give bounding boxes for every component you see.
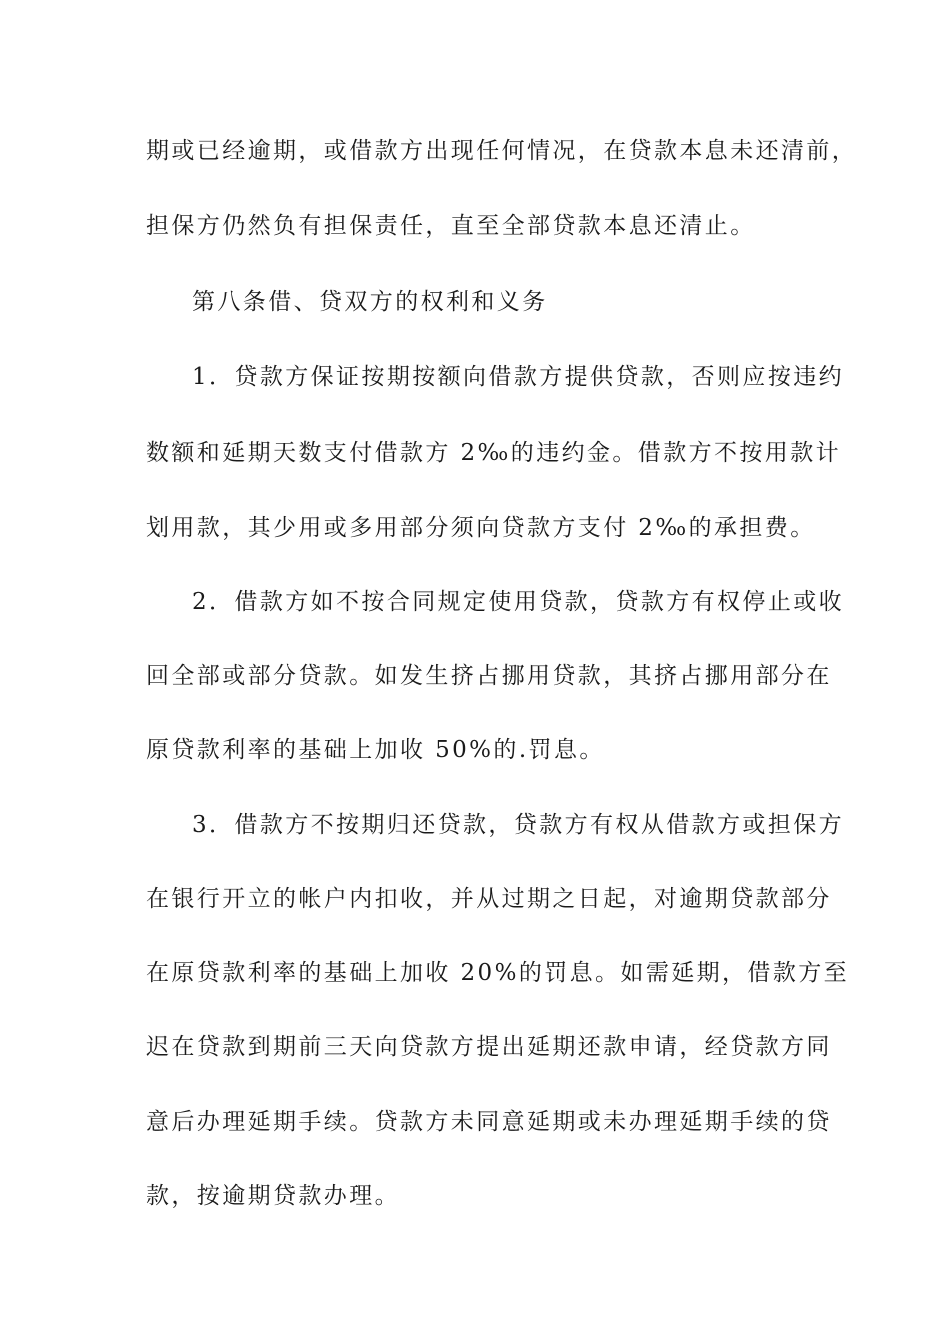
clause-3-line: 在原贷款利率的基础上加收 20%的罚息。如需延期，借款方至	[146, 960, 850, 986]
clause-2-line: 2．借款方如不按合同规定使用贷款，贷款方有权停止或收	[192, 589, 845, 615]
clause-2-line: 回全部或部分贷款。如发生挤占挪用贷款，其挤占挪用部分在	[146, 663, 832, 689]
clause-3-line: 3．借款方不按期归还贷款，贷款方有权从借款方或担保方	[192, 812, 845, 838]
paragraph-line: 担保方仍然负有担保责任，直至全部贷款本息还清止。	[146, 213, 756, 239]
paragraph-line: 期或已经逾期，或借款方出现任何情况，在贷款本息未还清前，	[146, 138, 858, 164]
clause-3-line: 在银行开立的帐户内扣收，并从过期之日起，对逾期贷款部分	[146, 886, 832, 912]
clause-1-line: 数额和延期天数支付借款方 2‰的违约金。借款方不按用款计	[146, 440, 842, 466]
clause-3-line: 迟在贷款到期前三天向贷款方提出延期还款申请，经贷款方同	[146, 1034, 832, 1060]
clause-1-line: 1．贷款方保证按期按额向借款方提供贷款，否则应按违约	[192, 364, 845, 390]
section-heading: 第八条借、贷双方的权利和义务	[192, 289, 548, 315]
clause-3-line: 款，按逾期贷款办理。	[146, 1183, 400, 1209]
clause-2-line: 原贷款利率的基础上加收 50%的.罚息。	[146, 737, 605, 763]
clause-1-line: 划用款，其少用或多用部分须向贷款方支付 2‰的承担费。	[146, 515, 816, 541]
clause-3-line: 意后办理延期手续。贷款方未同意延期或未办理延期手续的贷	[146, 1109, 832, 1135]
